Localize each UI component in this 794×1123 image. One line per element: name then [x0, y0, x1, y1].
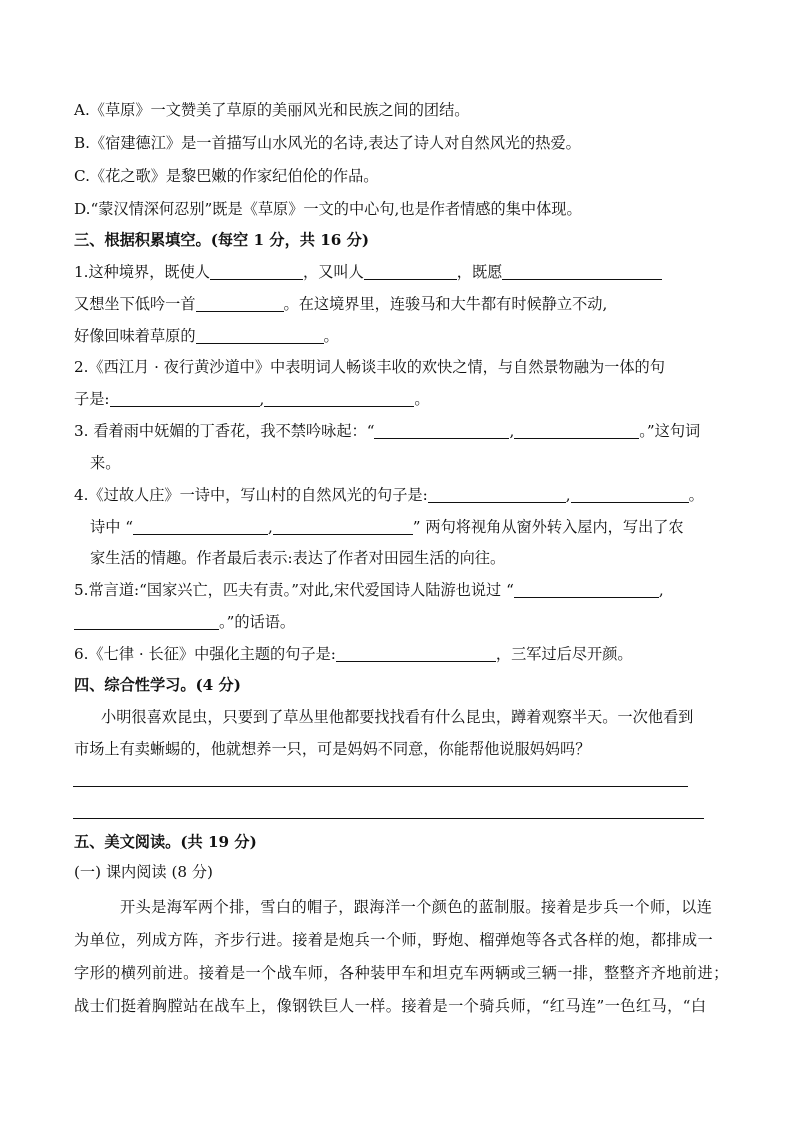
- q4-line2: [90, 517, 684, 537]
- q3-text-c: 。”这句词: [639, 422, 701, 440]
- q4-text-b: ,: [565, 486, 571, 504]
- section-5-title: 五、美文阅读。(共 19 分): [74, 833, 257, 851]
- q6-line: [74, 644, 633, 664]
- q5-text-c: 。”的话语。: [219, 613, 296, 631]
- q4-line3: 家生活的情趣。作者最后表示:表达了作者对田园生活的向往。: [90, 549, 506, 567]
- q5-text-b: ,: [658, 581, 664, 599]
- q4-text-c: 。: [688, 486, 704, 504]
- q1-text-e: 。在这境界里，连骏马和大牛都有时候静立不动,: [283, 295, 608, 313]
- q1-blank-2[interactable]: [364, 263, 457, 280]
- q4-text-a: 4.《过故人庄》一诗中，写山村的自然风光的句子是:: [74, 486, 428, 504]
- q4-blank-2[interactable]: [571, 486, 689, 503]
- q1-line3: [74, 326, 339, 346]
- q3-blank-2[interactable]: [514, 422, 639, 439]
- q4-text-e: ,: [267, 518, 273, 536]
- q2-text-c: ,: [259, 390, 265, 408]
- section-4-title: 四、综合性学习。(4 分): [74, 676, 241, 694]
- option-b: B.《宿建德江》是一首描写山水风光的名诗,表达了诗人对自然风光的热爱。: [74, 134, 581, 152]
- q3-text-b: ,: [509, 422, 515, 440]
- q4-line1: [74, 485, 704, 505]
- q6-text-b: ，三军过后尽开颜。: [495, 645, 633, 663]
- reading-line-3: 字形的横列前进。接着是一个战车师，各种装甲车和坦克车两辆或三辆一排，整整齐齐地前进；: [74, 964, 729, 982]
- q6-blank-1[interactable]: [336, 645, 496, 662]
- q1-text-b: ，又叫人: [303, 263, 364, 281]
- q4-text-d: 诗中 “: [90, 518, 133, 536]
- section-3-title: 三、根据积累填空。(每空 1 分，共 16 分): [74, 231, 370, 249]
- q4-blank-4[interactable]: [273, 518, 413, 535]
- answer-line-1[interactable]: [73, 786, 688, 787]
- q3-line2: 来。: [90, 454, 121, 472]
- q2-blank-1[interactable]: [110, 390, 260, 407]
- q1-blank-3[interactable]: [502, 263, 662, 280]
- option-c: C.《花之歌》是黎巴嫩的作家纪伯伦的作品。: [74, 167, 379, 185]
- q1-text-f: 好像回味着草原的: [74, 327, 196, 345]
- q1-blank-1[interactable]: [210, 263, 303, 280]
- q1-line2: [74, 294, 607, 314]
- section-4-para-2: 市场上有卖蜥蜴的，他就想养一只，可是妈妈不同意，你能帮他说服妈妈吗？: [74, 740, 591, 758]
- q5-blank-1[interactable]: [514, 581, 659, 598]
- q3-line1: [74, 421, 700, 441]
- q4-blank-3[interactable]: [133, 518, 268, 535]
- q2-text-d: 。: [414, 390, 430, 408]
- q6-text-a: 6.《七律 · 长征》中强化主题的句子是:: [74, 645, 336, 663]
- option-a: A.《草原》一文赞美了草原的美丽风光和民族之间的团结。: [74, 101, 470, 119]
- q2-blank-2[interactable]: [264, 390, 414, 407]
- q4-text-f: ” 两句将视角从窗外转入屋内，写出了农: [412, 518, 684, 536]
- q5-text-a: 5.常言道:“国家兴亡，匹夫有责。”对此,宋代爱国诗人陆游也说过 “: [74, 581, 514, 599]
- option-d: D.“蒙汉情深何忍别”既是《草原》一文的中心句,也是作者情感的集中体现。: [74, 200, 582, 218]
- reading-line-1: 开头是海军两个排，雪白的帽子，跟海洋一个颜色的蓝制服。接着是步兵一个师，以连: [120, 898, 713, 916]
- reading-line-2: 为单位，列成方阵，齐步行进。接着是炮兵一个师，野炮、榴弹炮等各式各样的炮，都排成一: [74, 931, 714, 949]
- q2-line1: 2.《西江月 · 夜行黄沙道中》中表明词人畅谈丰收的欢快之情，与自然景物融为一体的句: [74, 358, 665, 376]
- q1-line1: [74, 262, 662, 282]
- q5-blank-2[interactable]: [74, 613, 219, 630]
- section-4-para-1: 小明很喜欢昆虫，只要到了草丛里他都要找找看有什么昆虫，蹲着观察半天。一次他看到: [101, 708, 694, 726]
- q2-text-b: 子是:: [74, 390, 110, 408]
- q1-text-d: 又想坐下低吟一首: [74, 295, 196, 313]
- answer-line-2[interactable]: [73, 818, 704, 819]
- q2-line2: [74, 389, 430, 409]
- reading-line-4: 战士们挺着胸膛站在战车上，像钢铁巨人一样。接着是一个骑兵师，“红马连”一色红马，“白: [74, 997, 707, 1015]
- section-5-subtitle: (一) 课内阅读 (8 分): [74, 863, 213, 881]
- q1-blank-4[interactable]: [196, 295, 284, 312]
- q4-blank-1[interactable]: [428, 486, 566, 503]
- q1-text-c: ，既愿: [456, 263, 503, 281]
- q3-text-a: 3. 看着雨中妩媚的丁香花，我不禁吟咏起：“: [74, 422, 375, 440]
- q1-blank-5[interactable]: [196, 327, 324, 344]
- q1-text-g: 。: [323, 327, 339, 345]
- q5-line1: [74, 580, 664, 600]
- q3-blank-1[interactable]: [374, 422, 509, 439]
- q5-line2: [74, 612, 295, 632]
- q1-text-a: 1.这种境界，既使人: [74, 263, 210, 281]
